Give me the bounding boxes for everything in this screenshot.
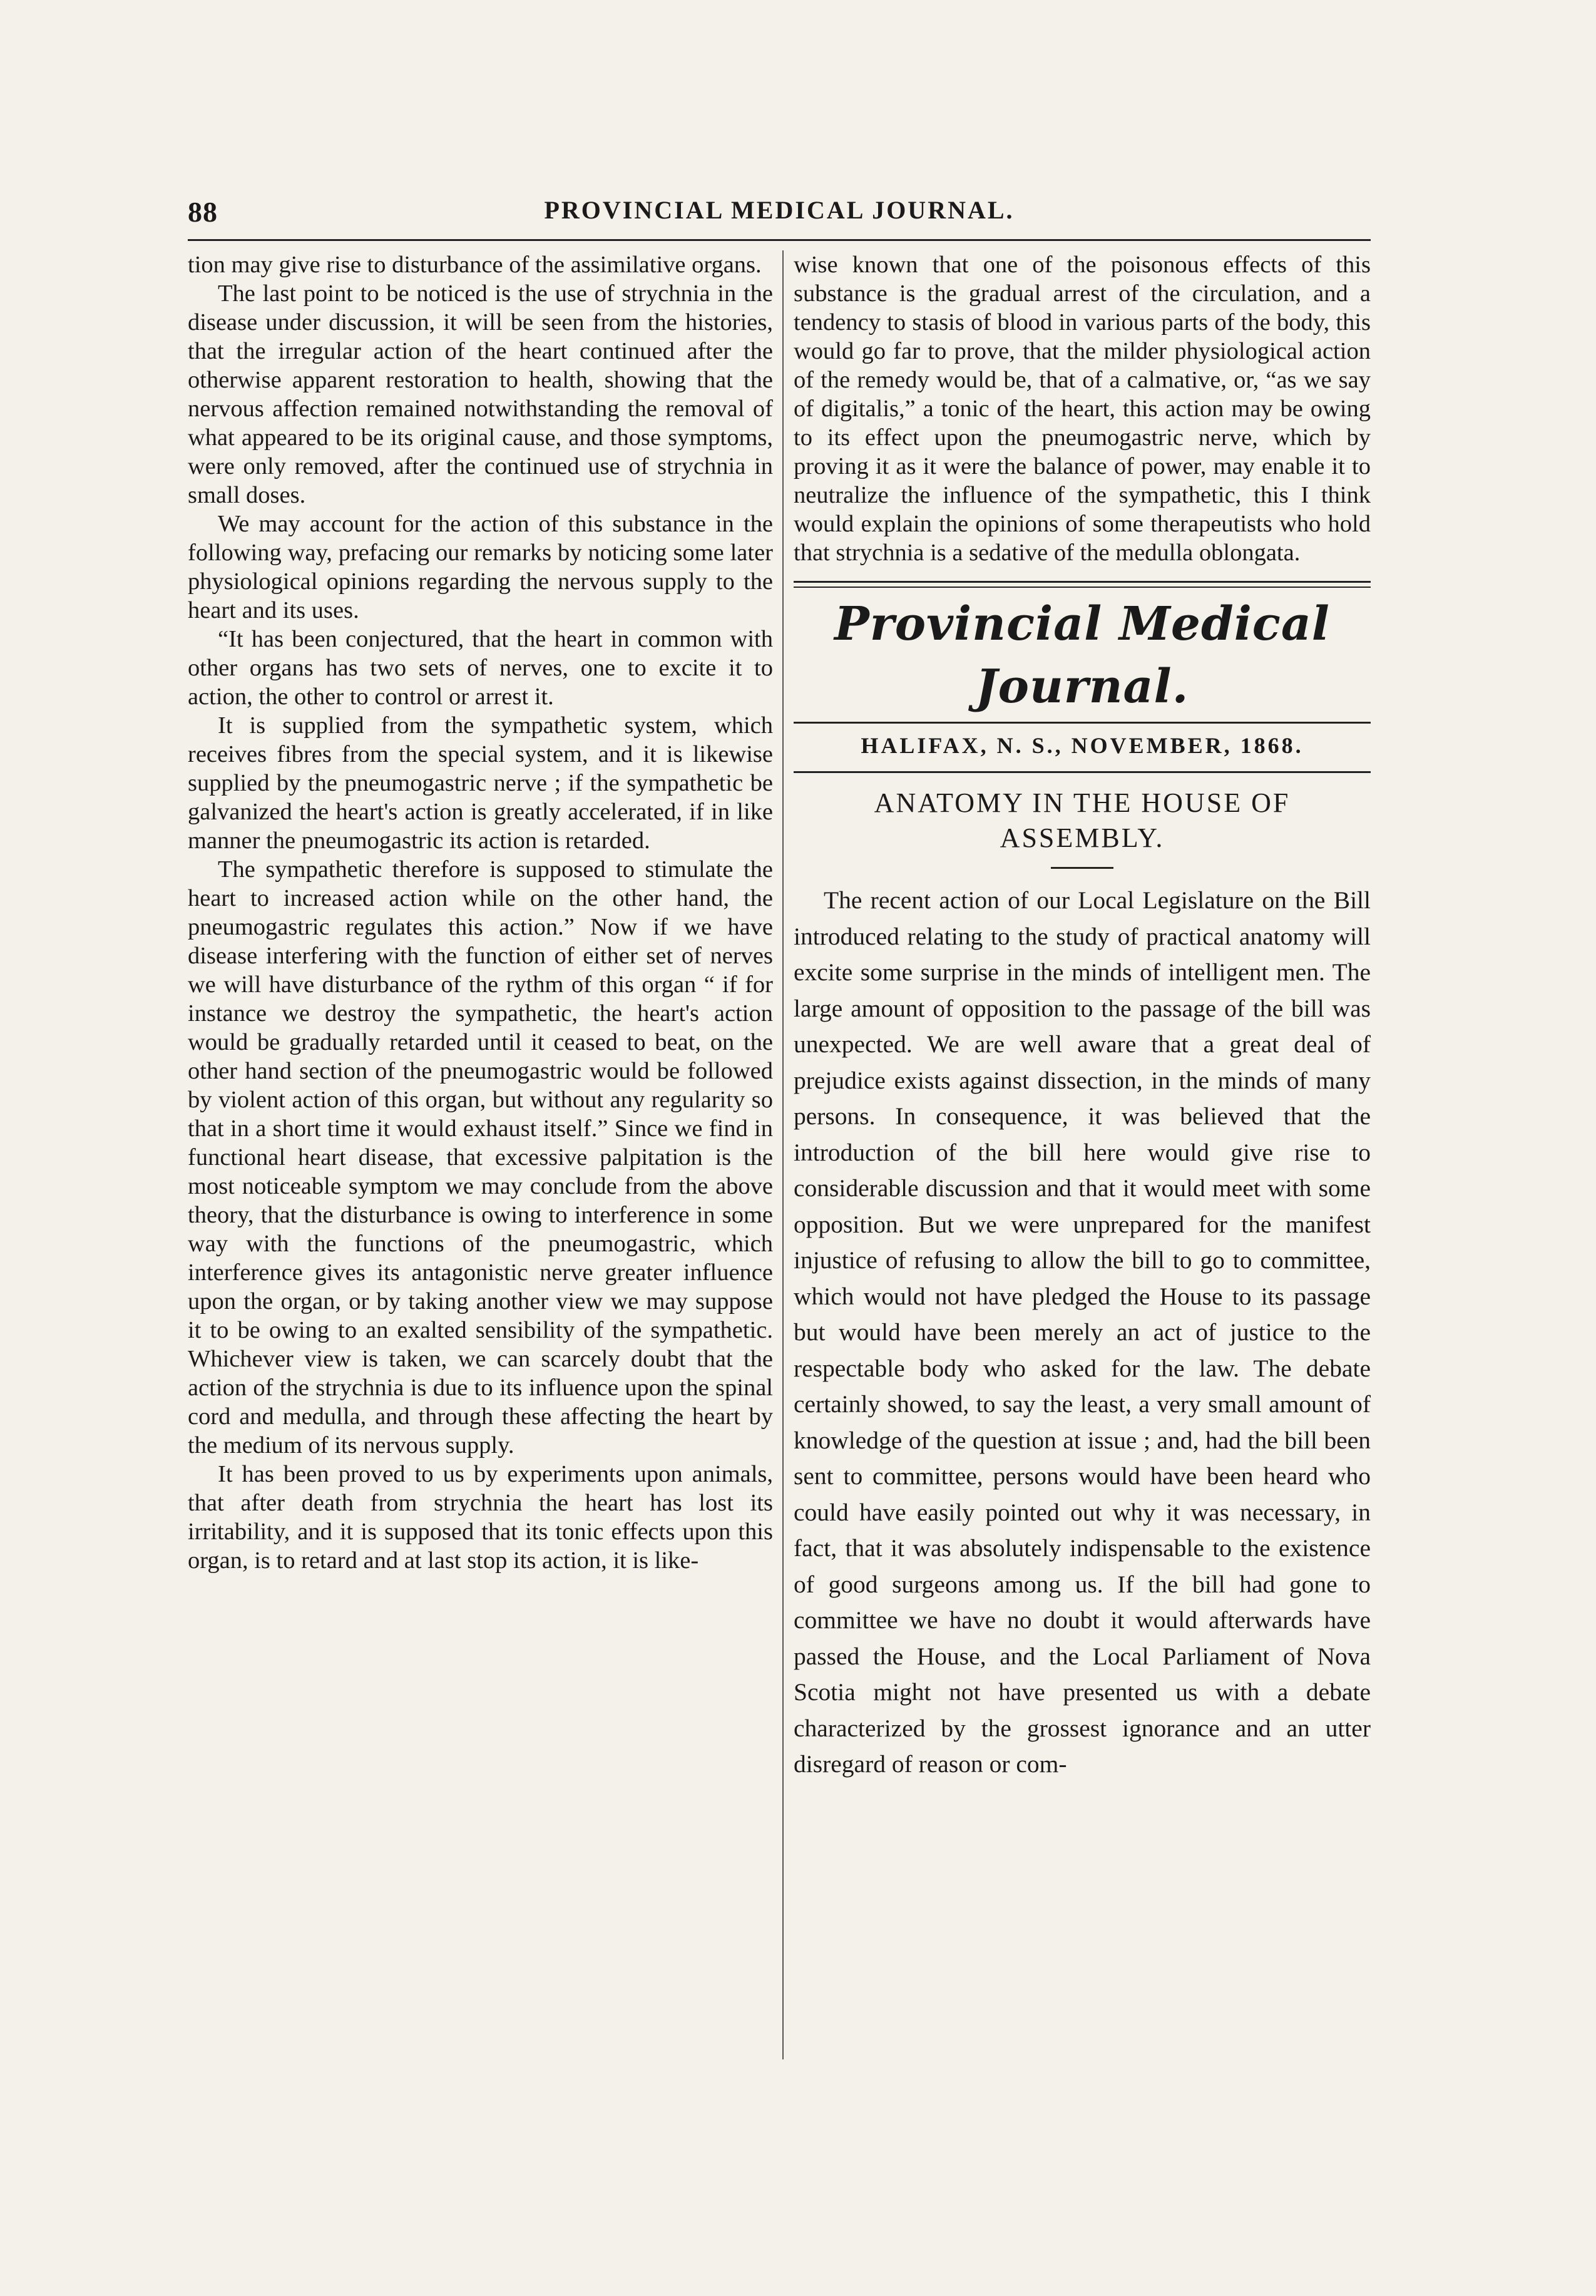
paragraph: The recent action of our Local Legislature on the Bill introduced relating to the study of practical anatomy will excite some surprise in the minds of intelligent men. The large amount of opposition to the passage of the bill was unexpected. We are well aware that a great deal of prejudice exists against dissection, in the minds of many persons. In consequence, it was believed that the introduction of the bill here would give rise to considerable discussion and that it would meet with some opposition. But we were unprepared for the manifest injustice of refusing to allow the bill to go to committee, which would not have pledged the House to its passage but would have been merely an act of justice to the respectable body who asked for the law. The debate certainly showed, to say the least, a very small amount of knowledge of the question at issue ; and, had the bill been sent to committee, persons would have been heard who could have easily pointed out why it was necessary, in fact, that it was absolutely indispensable to the existence of good surgeons among us. If the bill had gone to committee we have no doubt it would afterwards have passed the House, and the Local Parliament of Nova Scotia might not have presented us with a debate characterized by the grossest ignorance and an utter disregard of reason or com- <box>794 886 1371 1778</box>
page-header <box>188 195 1371 245</box>
paragraph: It is supplied from the sympathetic system, which receives fibres from the special system, and it is likewise supplied by the pneumogastric nerve ; if the sympathetic be galvanized the heart's action is greatly accelerated, if in like manner the pneumogastric its action is retarded. <box>188 712 773 854</box>
page-number: 88 <box>188 196 218 228</box>
title-rule <box>1051 867 1113 869</box>
paragraph: “It has been conjectured, that the heart in common with other organs has two sets of nerves, one to excite it to action, the other to control or arrest it. <box>188 626 773 710</box>
masthead-title: Provincial Medical Journal. <box>834 597 1330 714</box>
header-rule <box>188 239 1371 241</box>
dateline: HALIFAX, N. S., NOVEMBER, 1868. <box>861 733 1304 758</box>
masthead-rule <box>794 581 1371 588</box>
right-column <box>794 250 1371 1783</box>
paragraph: wise known that one of the poisonous effects of this substance is the gradual arrest of the circulation, and a tendency to stasis of blood in various parts of the body, this would go far to prove, that the milder physiological action of the remedy would be, that of a calmative, or, “as we say of digitalis,” a tonic of the heart, this action may be owing to its effect upon the pneumogastric nerve, which by proving it as it were the balance of power, may enable it to neutralize the influence of the sympathetic, this I think would explain the opinions of some therapeutists who hold that strychnia is a sedative of the medulla oblongata. <box>794 252 1371 566</box>
paragraph: tion may give rise to disturbance of the assimilative organs. <box>188 252 762 278</box>
paragraph: It has been proved to us by experiments upon animals, that after death from strychnia the heart has lost its irritability, and it is supposed that its tonic effects upon this organ, is to retard and at last stop its action, it is like- <box>188 1461 773 1574</box>
paragraph: The sympathetic therefore is supposed to stimulate the heart to increased action while on the other hand, the pneumogastric regulates this action.” Now if we have disease interfering with the function of either set of nerves we will have disturbance of the rythm of this organ “ if for instance we destroy the sympathetic, the heart's action would be gradually retarded until it ceased to beat, on the other hand section of the pneumogastric would be followed by violent action of this organ, but without any regularity so that in a short time it would exhaust itself.” Since we find in functional heart disease, that excessive palpitation is the most noticeable symptom we may conclude from the above theory, that the disturbance is owing to interference in some way with the functions of the pneumogastric, which interference gives its antagonistic nerve greater influence upon the organ, or by taking another view we may suppose it to be owing to an exalted sensibility of the sympathetic. Whichever view is taken, we can scarcely doubt that the action of the strychnia is due to its influence upon the spinal cord and medulla, and through these affecting the heart by the medium of its nervous supply. <box>188 856 773 1458</box>
article-title: ANATOMY IN THE HOUSE OF ASSEMBLY. <box>874 787 1291 853</box>
article-body <box>794 883 1371 1783</box>
dateline-rule <box>794 771 1371 773</box>
paragraph: We may account for the action of this substance in the following way, prefacing our remarks by noticing some later physiological opinions regarding the nervous supply to the heart and its uses. <box>188 511 773 623</box>
running-title: PROVINCIAL MEDICAL JOURNAL. <box>544 196 1015 224</box>
column-divider <box>782 250 784 2059</box>
paragraph: The last point to be noticed is the use of strychnia in the disease under discussion, it will be seen from the histories, that the irregular action of the heart continued after the otherwise apparent restoration to health, showing that the nervous affection remained notwithstanding the removal of what appeared to be its original cause, and those symptoms, were only removed, after the continued use of strychnia in small doses. <box>188 280 773 508</box>
left-column <box>188 250 773 1575</box>
